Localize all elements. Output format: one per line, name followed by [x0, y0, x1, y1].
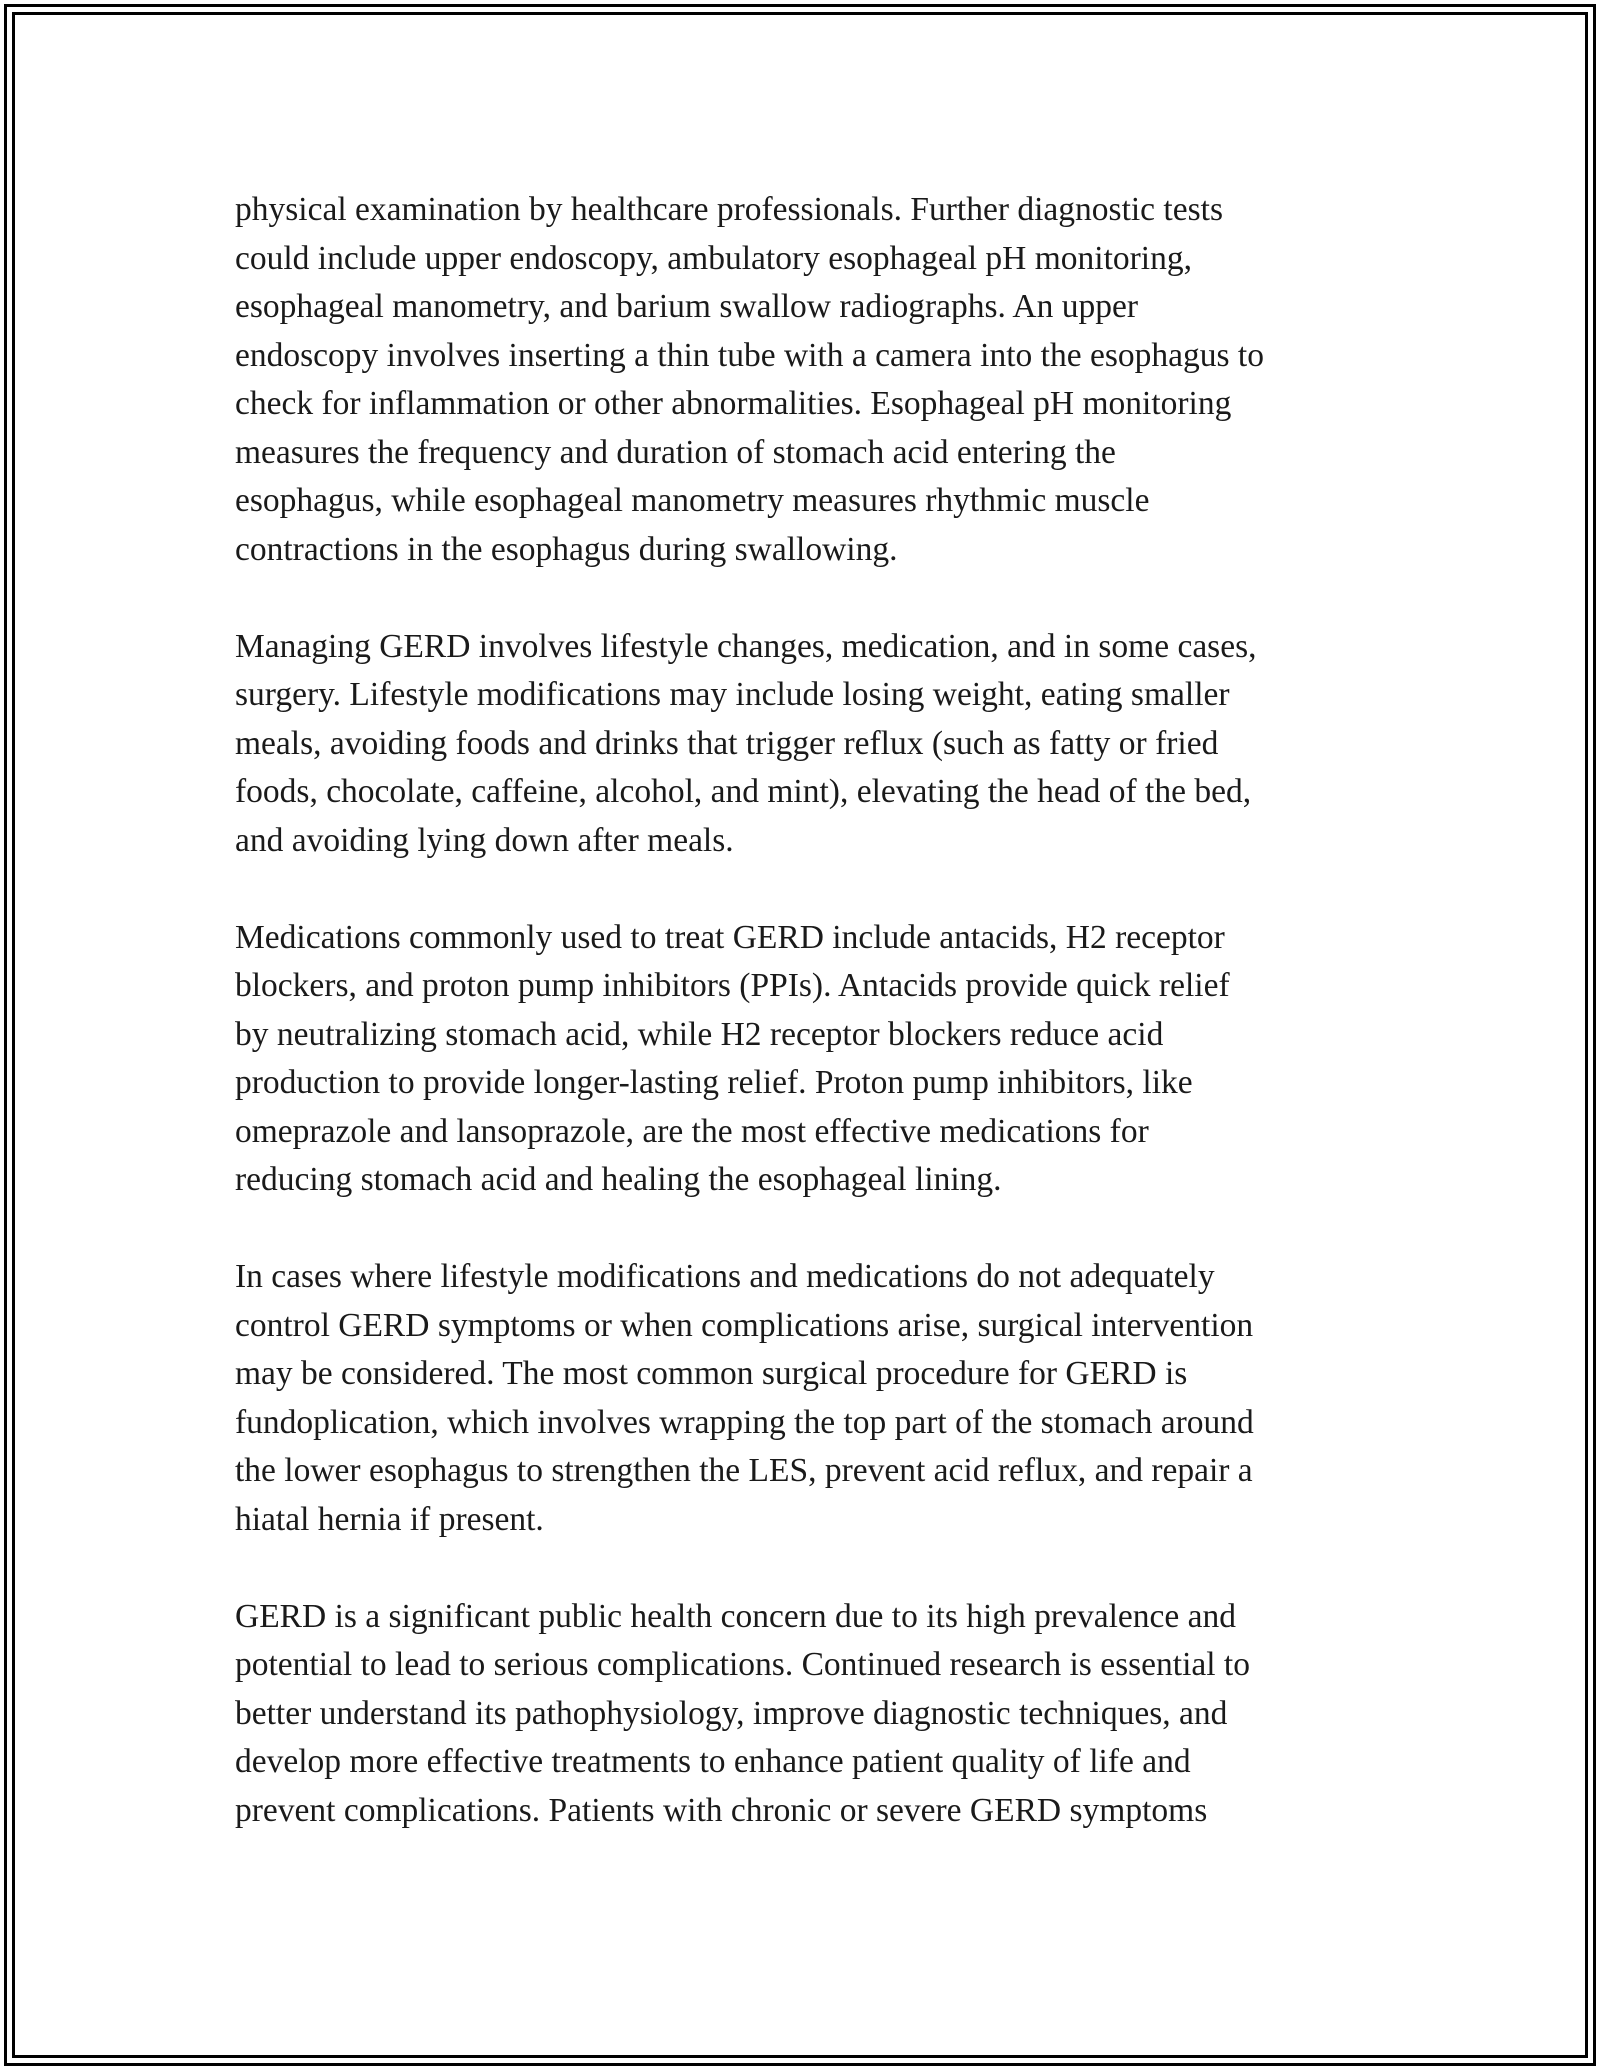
text-line: contractions in the esophagus during swallowing. [235, 530, 898, 568]
text-line: surgery. Lifestyle modifications may include losing weight, eating smaller [235, 676, 1230, 713]
paragraph-public-health [235, 1593, 1385, 1836]
text-line: fundoplication, which involves wrapping the top part of the stomach around [235, 1403, 1254, 1441]
document-body [235, 186, 1385, 1835]
text-line: Medications commonly used to treat GERD include antacids, H2 receptor [235, 918, 1225, 956]
paragraph-medications [235, 914, 1385, 1205]
text-line: the lower esophagus to strengthen the LES, prevent acid reflux, and repair a [235, 1452, 1253, 1489]
text-line: esophagus, while esophageal manometry measures rhythmic muscle [235, 482, 1150, 519]
text-line: production to provide longer-lasting relief. Proton pump inhibitors, like [235, 1064, 1193, 1101]
text-line: could include upper endoscopy, ambulatory esophageal pH monitoring, [235, 239, 1192, 277]
text-line: foods, chocolate, caffeine, alcohol, and mint), elevating the head of the bed, [235, 773, 1252, 810]
text-line: meals, avoiding foods and drinks that trigger reflux (such as fatty or fried [235, 724, 1219, 762]
text-line: and avoiding lying down after meals. [235, 821, 734, 859]
text-line: physical examination by healthcare professionals. Further diagnostic tests [235, 191, 1223, 228]
text-line: check for inflammation or other abnormalities. Esophageal pH monitoring [235, 385, 1232, 422]
text-line: omeprazole and lansoprazole, are the most effective medications for [235, 1112, 1149, 1150]
text-line: GERD is a significant public health concern due to its high prevalence and [235, 1597, 1236, 1635]
paragraph-surgery [235, 1253, 1385, 1544]
text-line: esophageal manometry, and barium swallow radiographs. An upper [235, 288, 1139, 325]
text-line: blockers, and proton pump inhibitors (PPIs). Antacids provide quick relief [235, 967, 1230, 1004]
text-line: endoscopy involves inserting a thin tube with a camera into the esophagus to [235, 336, 1264, 374]
text-line: Managing GERD involves lifestyle changes, medication, and in some cases, [235, 627, 1257, 665]
text-line: potential to lead to serious complications. Continued research is essential to [235, 1646, 1250, 1683]
text-line: In cases where lifestyle modifications and medications do not adequately [235, 1258, 1215, 1295]
text-line: reducing stomach acid and healing the esophageal lining. [235, 1161, 1002, 1198]
text-line: control GERD symptoms or when complications arise, surgical intervention [235, 1306, 1254, 1344]
text-line: hiatal hernia if present. [235, 1500, 544, 1538]
paragraph-management [235, 623, 1385, 866]
text-line: by neutralizing stomach acid, while H2 receptor blockers reduce acid [235, 1015, 1164, 1053]
text-line: may be considered. The most common surgical procedure for GERD is [235, 1355, 1188, 1392]
text-line: prevent complications. Patients with chronic or severe GERD symptoms [235, 1791, 1208, 1829]
text-line: develop more effective treatments to enhance patient quality of life and [235, 1743, 1191, 1780]
text-line: better understand its pathophysiology, improve diagnostic techniques, and [235, 1694, 1228, 1732]
paragraph-diagnosis [235, 186, 1385, 574]
text-line: measures the frequency and duration of stomach acid entering the [235, 433, 1116, 471]
